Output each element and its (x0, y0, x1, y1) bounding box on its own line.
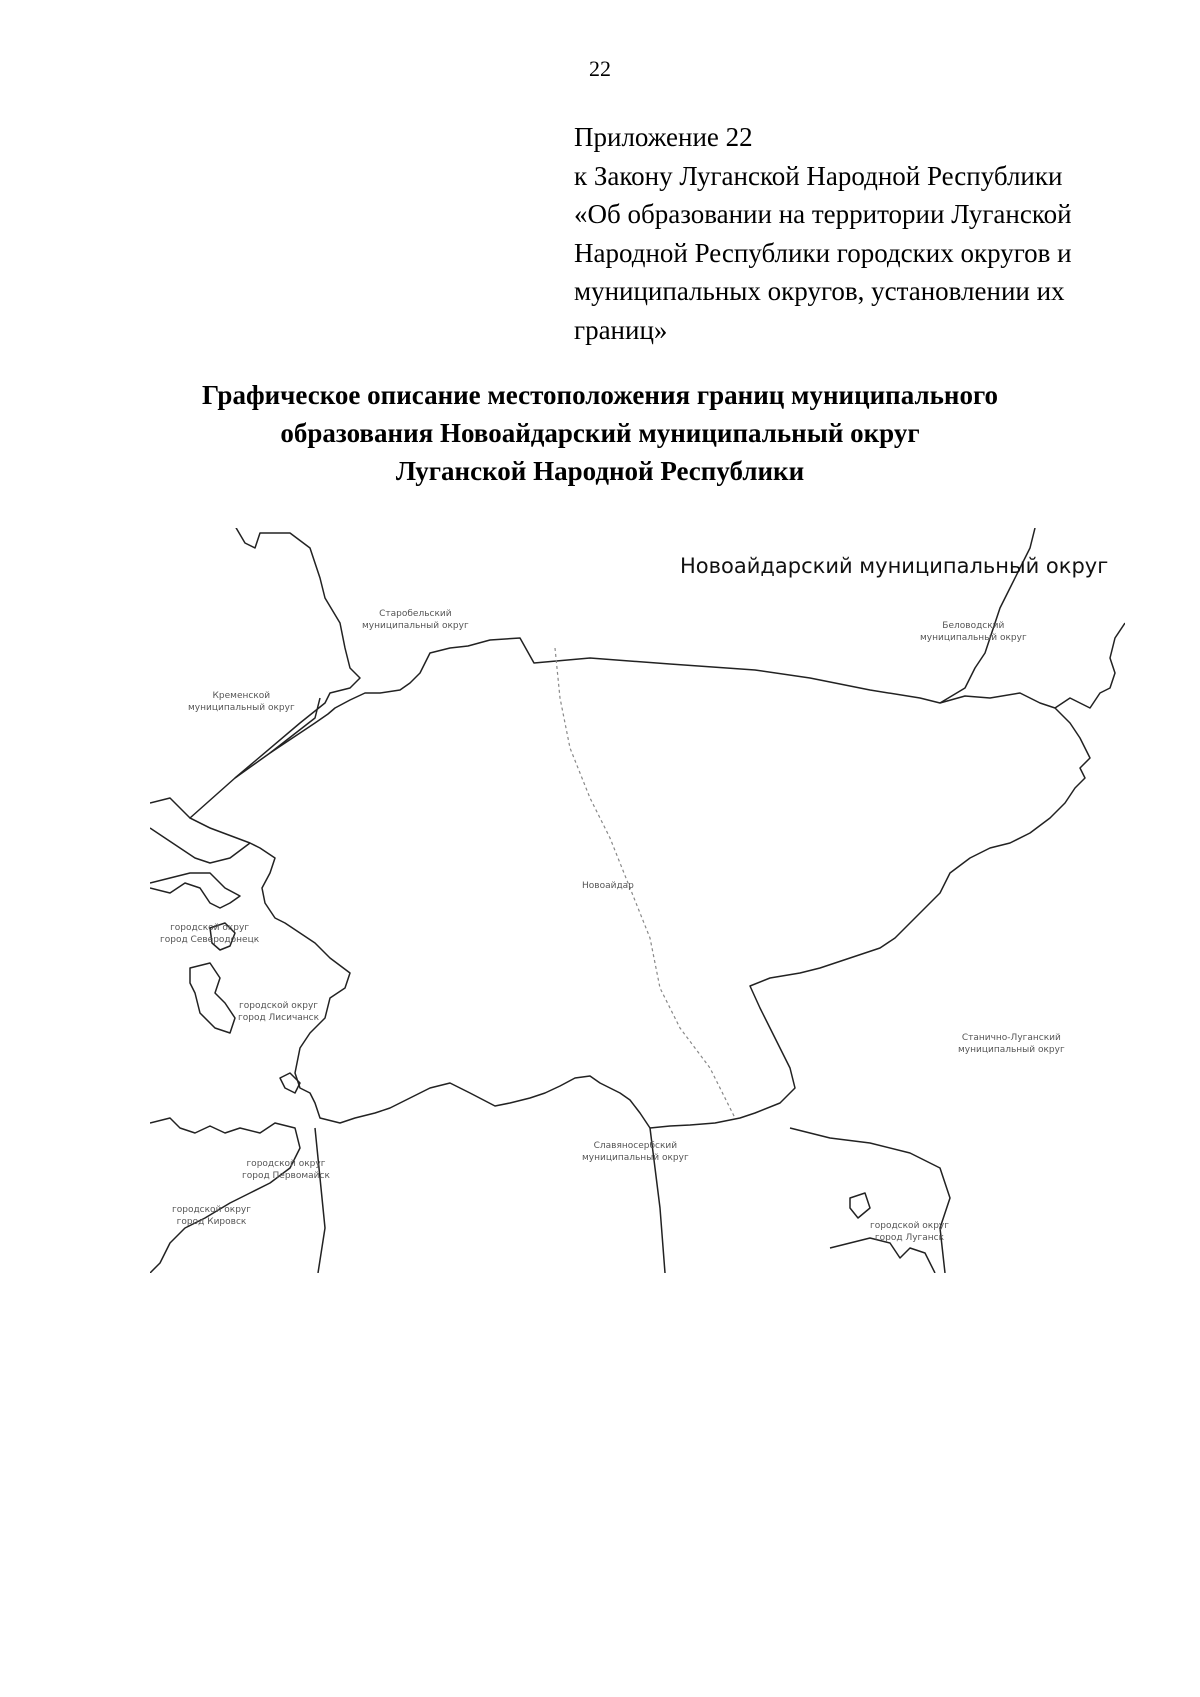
map-title: Новоайдарский муниципальный округ (680, 554, 1109, 578)
map-label-stanichno-lugansky: Станично-Луганский муниципальный округ (958, 1033, 1065, 1055)
map-label-slavyanoserbsky: Славяносербский муниципальный округ (582, 1141, 689, 1163)
title-line: образования Новоайдарский муниципальный округ (280, 418, 920, 448)
title-line: Графическое описание местоположения границ муниципального (201, 380, 999, 410)
map-label-kirovsk: городской округ город Кировск (172, 1205, 251, 1227)
appendix-line: Народной Республики городских округов и (574, 237, 1072, 268)
map-label-kremensky: Кременской муниципальный округ (188, 691, 295, 713)
appendix-header (574, 118, 1174, 349)
map-label-lugansk: городской округ город Луганск (870, 1221, 949, 1243)
boundary-map (150, 528, 1125, 1273)
appendix-line: муниципальных округов, установлении их (574, 276, 1065, 306)
page-number: 22 (589, 56, 611, 81)
title-line: Луганской Народной Республики (395, 456, 805, 486)
map-label-belovodsky: Беловодский муниципальный округ (920, 621, 1027, 643)
document-title (0, 376, 1200, 490)
district-boundary (190, 638, 1090, 1128)
map-label-starobelsky: Старобельский муниципальный округ (362, 609, 469, 631)
appendix-line: Приложение 22 (574, 122, 753, 152)
appendix-line: границ» (574, 314, 668, 345)
appendix-line: к Закону Луганской Народной Республики (574, 160, 1063, 191)
map-label-pervomaysk: городской округ город Первомайск (242, 1159, 330, 1181)
map-label-severodonetsk: городской округ город Северодонецк (160, 923, 260, 945)
appendix-line: «Об образовании на территории Луганской (574, 199, 1072, 229)
map-label-lisichansk: городской округ город Лисичанск (238, 1001, 320, 1023)
map-label-novoaydar: Новоайдар (582, 881, 634, 891)
